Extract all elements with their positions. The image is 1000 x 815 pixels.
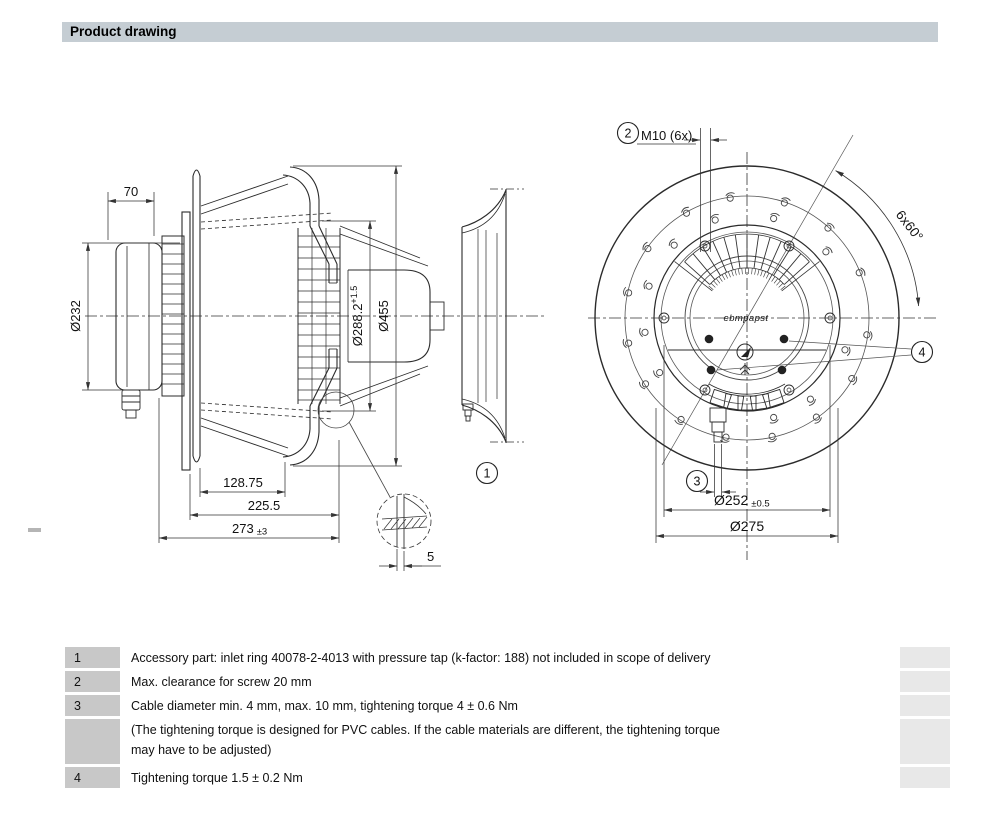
- grounding-icon: [740, 363, 750, 375]
- note-row-end: [900, 719, 950, 764]
- side-view-drawing: [82, 166, 545, 571]
- svg-text:4: 4: [918, 345, 926, 360]
- note-number: [65, 719, 120, 764]
- page-margin-mark: [28, 528, 41, 532]
- callout-2: [618, 123, 639, 144]
- angle-label: 6x60°: [892, 207, 926, 244]
- note-text: Cable diameter min. 4 mm, max. 10 mm, tightening torque 4 ± 0.6 Nm: [123, 695, 897, 716]
- note-text: Tightening torque 1.5 ± 0.2 Nm: [123, 767, 897, 788]
- dim-dia455-label: Ø455: [376, 300, 391, 332]
- note-row-3: [65, 695, 950, 716]
- dim-dia288-label: $Ø288.2^{+1.5}$: [349, 285, 365, 347]
- dim-dia252-label: Ø252 ±0.5: [714, 492, 770, 510]
- note-text: (The tightening torque is designed for PVC cables. If the cable materials are different, the tightening torque may have to be adjusted): [123, 719, 897, 764]
- brand-logo: ebmpapst: [723, 313, 769, 324]
- cable-dimension: [700, 444, 736, 497]
- note-row-1: [65, 647, 950, 668]
- note-row-end: [900, 695, 950, 716]
- note-row-end: [900, 647, 950, 668]
- page-title-text: Product drawing: [70, 24, 177, 39]
- note-row-2: [65, 671, 950, 692]
- dim-12875-label: 128.75: [223, 475, 263, 490]
- cable-gland: [122, 390, 140, 418]
- dim-2255-label: 225.5: [247, 498, 281, 513]
- note-number: 3: [65, 695, 120, 716]
- side-view-dim-labels: [68, 184, 434, 564]
- dim-273-label: 273 ±3: [232, 521, 268, 538]
- note-row-5: [65, 767, 950, 788]
- callout-1: [477, 463, 498, 484]
- front-view-drawing: [588, 128, 938, 560]
- m10-dimension: [637, 128, 727, 252]
- note-row-end: [900, 767, 950, 788]
- note-number: 4: [65, 767, 120, 788]
- dim-dia275-label: Ø275: [729, 518, 765, 534]
- support-plate: [182, 212, 190, 470]
- callout-3: [687, 471, 708, 492]
- dim-dia232-label: Ø232: [68, 300, 83, 332]
- notes-table: [65, 647, 950, 791]
- front-view-labels: [618, 123, 933, 535]
- m10-label: M10 (6x): [641, 128, 693, 143]
- motor-body: [116, 243, 162, 390]
- svg-text:2: 2: [624, 126, 632, 141]
- rotation-arrow-icon: [741, 347, 751, 357]
- detail-hatch: [382, 516, 427, 530]
- note-text: Accessory part: inlet ring 40078-2-4013 with pressure tap (k-factor: 188) not included in scope of delivery: [123, 647, 897, 668]
- note-number: 1: [65, 647, 120, 668]
- callout-4: [912, 342, 933, 363]
- detail-reference: [318, 392, 390, 497]
- callout-1-label: 1: [483, 466, 491, 481]
- dim-70-label: 70: [123, 184, 139, 199]
- note-row-4: [65, 719, 950, 764]
- note-number: 2: [65, 671, 120, 692]
- dim-5-label: 5: [427, 549, 435, 564]
- center-emblem: [737, 344, 753, 375]
- note-row-end: [900, 671, 950, 692]
- note-text: Max. clearance for screw 20 mm: [123, 671, 897, 692]
- radial-60deg: [662, 135, 853, 465]
- svg-text:3: 3: [693, 474, 701, 489]
